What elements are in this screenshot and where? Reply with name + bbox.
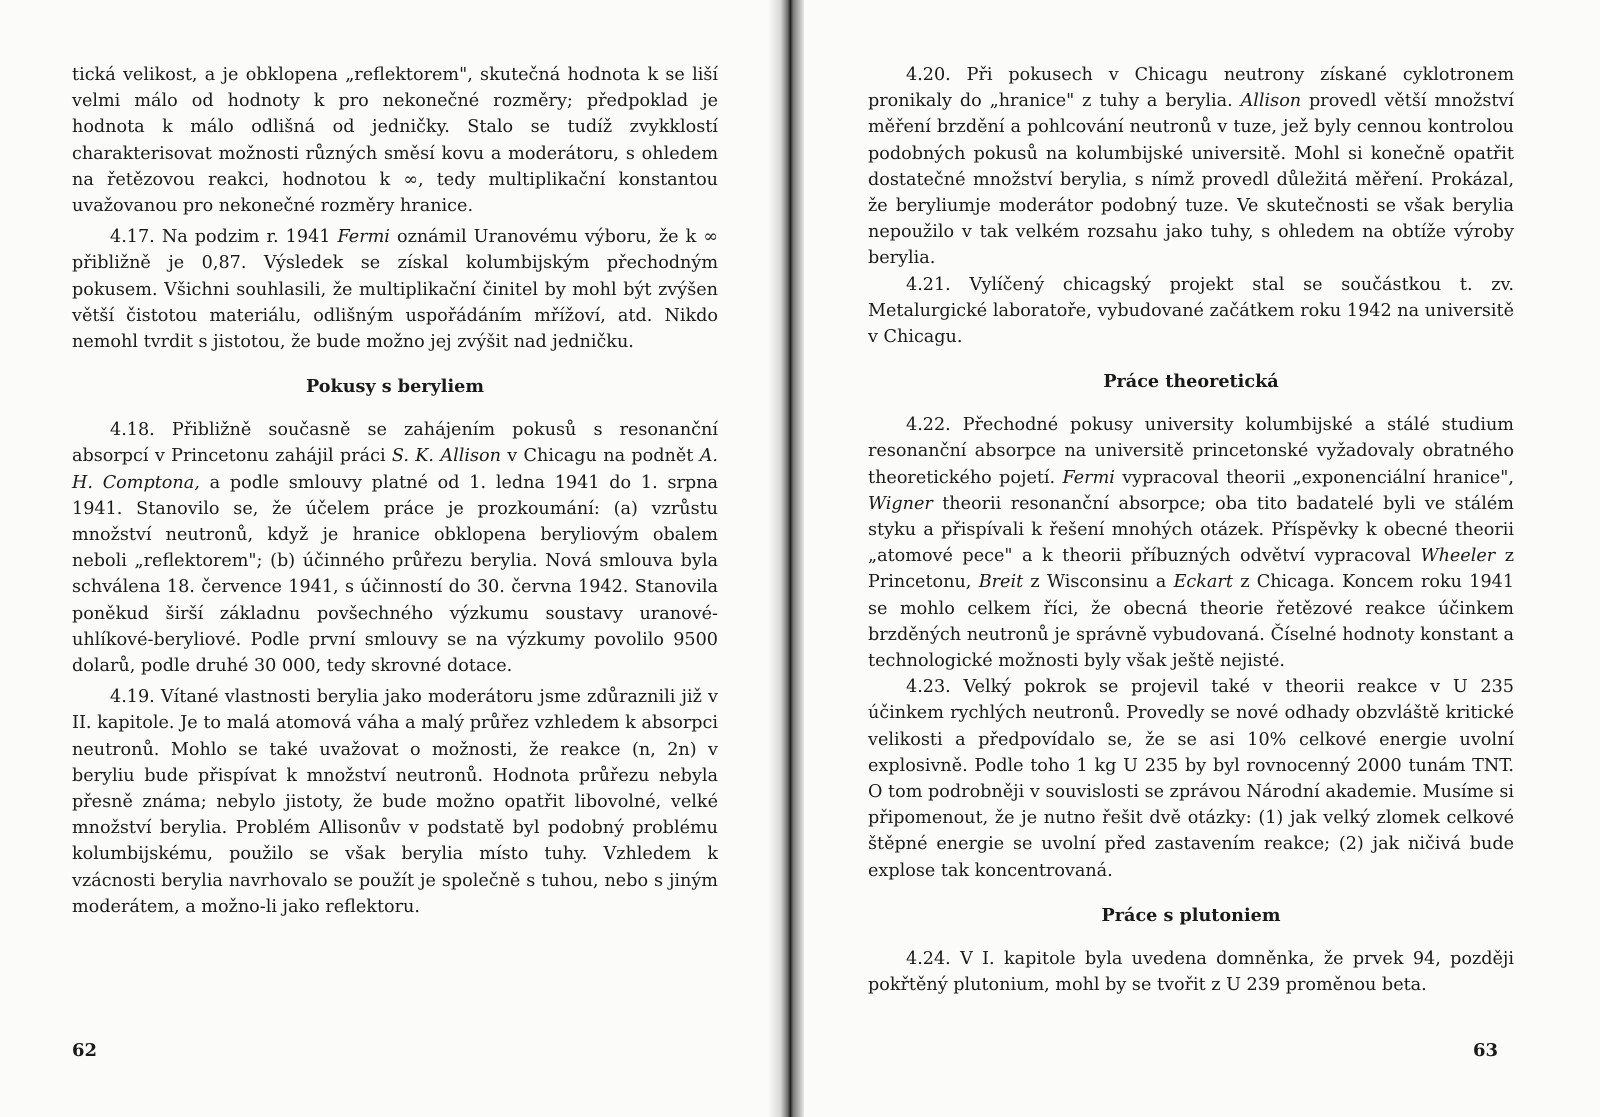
- paragraph-text: oznámil Uranovému výboru, že k ∞ přibližně je 0,87. Výsledek se získal kolumbijským přechodným pokusem. Všichni souhlasili, že multiplikační činitel by mohl být zvýšen větší čistotou materiálu, odlišným uspořádáním mřížoví, atd. Nikdo nemohl tvrdit s jistotou, že bude možno jej zvýšit nad jedničku.: [72, 227, 718, 353]
- paragraph-text: a podle smlouvy platné od 1. ledna 1941 do 1. srpna 1941. Stanovilo se, že účelem práce je prozkoumání: (a) vzrůstu množství neutronů, když je hranice obklopena beryliovým obalem neboli „reflektorem"; (b) účinného průřezu berylia. Nová smlouva byla schválena 18. července 1941, s účinností do 30. června 1942. Stanovila poněkud širší základnu povšechného výzkumu soustavy uranové-uhlíkové-beryliové. Podle první smlouvy se na výzkumy povolilo 9500 dolarů, podle druhé 30 000, tedy skrovné dotace.: [72, 472, 718, 677]
- paragraph-text: z Princetonu,: [868, 546, 1514, 593]
- page-number-right: 63: [1473, 1040, 1499, 1061]
- paragraph-text: 4.20. Při pokusech v Chicagu neutrony získané cyklotronem pronikaly do „hranice" z tuhy a berylia.: [868, 65, 1514, 112]
- paragraph-text: 4.18. Přibližně současně se zahájením pokusů s resonanční absorpcí v Princetonu zahájil práci: [72, 420, 718, 467]
- paragraph-text: provedl větší množství měření brzdění a pohlcování neutronů v tuze, jež byly cennou kontrolou podobných pokusů na kolumbijské universitě. Mohl si konečně opatřit dostatečné množství berylia, s nímž provedl důležitá měření. Prokázal, že beryliumje moderátor podobný tuze. Ve skutečnosti se však berylia nepoužilo v tak velkém rozsahu jako tuhy, s ohledem na obtíže výroby berylia.: [868, 91, 1514, 269]
- person-name: Wigner: [868, 493, 933, 514]
- page-number-left: 62: [72, 1040, 98, 1061]
- left-page-text: [72, 62, 718, 920]
- paragraph-text: 4.22. Přechodné pokusy university kolumbijské a stálé studium resonanční absorpce na universitě princetonské vyžadovaly obratného theoretického pojetí.: [868, 415, 1514, 488]
- book-gutter-shadow: [768, 0, 804, 1117]
- right-page: [790, 0, 1600, 1117]
- paragraph-text: z Wisconsinu a: [1023, 572, 1174, 593]
- paragraph-4-18: [72, 417, 718, 679]
- paragraph-text: v Chicagu na podnět: [500, 446, 700, 467]
- left-page: [0, 0, 790, 1117]
- paragraph-4-17: [72, 224, 718, 355]
- person-name: Wheeler: [1420, 546, 1496, 567]
- paragraph-4-24: 4.24. V I. kapitole byla uvedena domněnka, že prvek 94, později pokřtěný plutonium, mohl by se tvořit z U 239 proměnou beta.: [868, 948, 1514, 996]
- person-name: Fermi: [1062, 467, 1115, 488]
- paragraph-text: Na podzim r. 1941: [154, 227, 338, 248]
- person-name: Breit: [978, 572, 1024, 593]
- person-name: Allison: [1240, 91, 1302, 112]
- paragraph-text: vypracoval theorii „exponenciální hranice",: [1114, 467, 1514, 488]
- section-heading-theory: Práce theoretická: [1103, 371, 1279, 393]
- paragraph-4-22: [868, 412, 1514, 674]
- person-name: Fermi: [337, 227, 390, 248]
- paragraph-text: z Chicaga. Koncem roku 1941 se mohlo celkem říci, že obecná theorie řetězové reakce účinkem brzděných neutronů je správně vybudovaná. Číselné hodnoty konstant a technologické možnosti byly však ještě nejisté.: [868, 572, 1515, 672]
- person-name: Eckart: [1173, 572, 1233, 593]
- paragraph-text: theorii resonanční absorpce; oba tito badatelé byli ve stálém styku a přispívali k řešení mnohých otázek. Příspěvky k obecné theorii „atomové pece" a k theorii příbuzných odvětví vypracoval: [868, 493, 1514, 567]
- section-heading-beryllium: Pokusy s beryliem: [306, 376, 484, 398]
- paragraph-number: 4.17.: [110, 227, 155, 248]
- right-page-text: [868, 62, 1514, 998]
- person-name: A. H. Comptona,: [72, 446, 718, 493]
- paragraph-continuation: tická velikost, a je obklopena „reflektorem", skutečná hodnota k se liší velmi málo od hodnoty k pro nekonečné rozměry; předpoklad je hodnota k málo odlišná od jedničky. Stalo se tudíž zvykklostí charakterisovat možnosti různých směsí kovu a moderátoru, s ohledem na řetězovou reakci, hodnotou k ∞, tedy multiplikační konstantou uvažovanou pro nekonečné rozměry hranice.: [72, 65, 718, 217]
- paragraph-4-19: 4.19. Vítané vlastnosti berylia jako moderátoru jsme zdůraznili již v II. kapitole. Je to malá atomová váha a malý průřez vzhledem k absorpci neutronů. Mohlo se také uvažovat o možnosti, že reakce (n, 2n) v beryliu bude přispívat k množství neutronů. Hodnota průřezu nebyla přesně známa; nebylo jistoty, že bude možno opatřit libovolné, velké množství berylia. Problém Allisonův v podstatě byl podobný problému kolumbijskému, použilo se však berylia místo tuhy. Vzhledem k vzácnosti berylia navrhovalo se použít je společně s tuhou, nebo s jiným moderátem, a možno-li jako reflektoru.: [72, 687, 718, 917]
- section-heading-plutonium: Práce s plutoniem: [1101, 904, 1281, 926]
- person-name: S. K. Allison: [391, 446, 501, 467]
- paragraph-4-20: [868, 62, 1514, 272]
- paragraph-4-21: 4.21. Vylíčený chicagský projekt stal se součástkou t. zv. Metalurgické laboratoře, vybudované začátkem roku 1942 na universitě v Chicagu.: [868, 274, 1514, 348]
- paragraph-4-23: 4.23. Velký pokrok se projevil také v theorii reakce v U 235 účinkem rychlých neutronů. Provedly se nové odhady obzvláště kritické velikosti a předpovídalo se, že se asi 10% celkové energie uvolní explosivně. Podle toho 1 kg U 235 by byl rovnocenný 2000 tunám TNT. O tom podrobněji v souvislosti se zprávou Národní akademie. Musíme si připomenout, že je nutno řešit dvě otázky: (1) jak velký zlomek celkové štěpné energie se uvolní před zastavením reakce; (2) jak ničivá bude explose tak koncentrovaná.: [868, 677, 1514, 881]
